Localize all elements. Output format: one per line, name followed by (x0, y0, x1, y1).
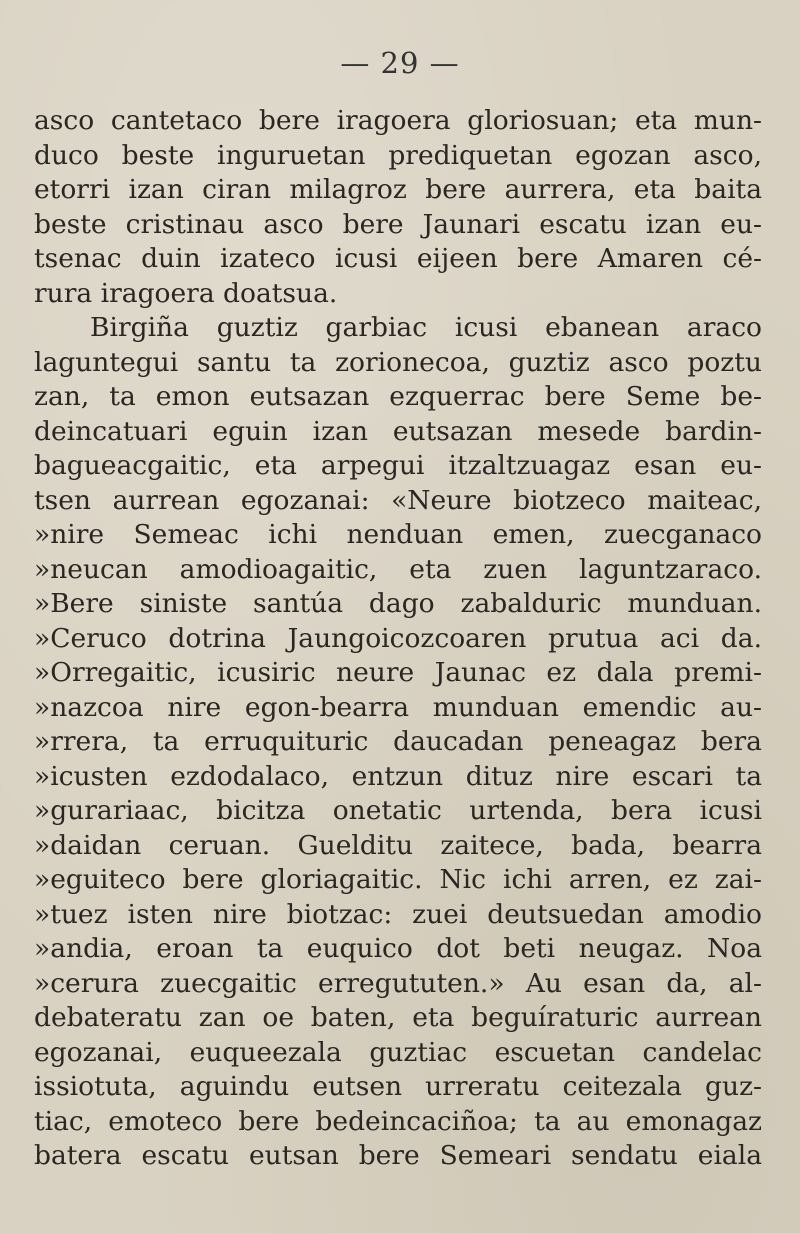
text-line: »nire Semeac ichi nenduan emen, zuecganaco (34, 519, 762, 550)
text-line: »rrera, ta erruquituric daucadan peneagaz bera (34, 726, 762, 757)
text-line: »tuez isten nire biotzac: zuei deutsuedan amodio (34, 898, 762, 930)
text-line: laguntegui santu ta zorionecoa, guztiz asco poztu (34, 346, 762, 378)
text-line: bagueacgaitic, eta arpegui itzaltzuagaz esan eu- (34, 450, 762, 481)
text-line: »daidan ceruan. Guelditu zaitece, bada, bearra (34, 829, 762, 861)
text-line: »neucan amodioagaitic, eta zuen laguntzaraco. (34, 553, 762, 585)
text-line: batera escatu eutsan bere Semeari sendatu eiala (34, 1140, 762, 1171)
text-line: tiac, emoteco bere bedeincaciñoa; ta au emonagaz (34, 1105, 762, 1137)
text-line: »gurariaac, bicitza onetatic urtenda, bera icusi (34, 795, 762, 826)
text-line: »icusten ezdodalaco, entzun dituz nire escari ta (34, 760, 762, 792)
text-line: deincatuari eguin izan eutsazan mesede bardin- (34, 415, 762, 447)
text-line: »Ceruco dotrina Jaungoicozcoaren prutua aci da. (34, 622, 762, 654)
text-line: »eguiteco bere gloriagaitic. Nic ichi arren, ez zai- (34, 864, 762, 895)
text-line: »andia, eroan ta euquico dot beti neugaz. Noa (34, 933, 762, 964)
text-line: issiotuta, aguindu eutsen urreratu ceitezala guz- (34, 1071, 762, 1102)
text-line-paragraph-start: Birgiña guztiz garbiac icusi ebanean araco (90, 312, 762, 343)
text-line: beste cristinau asco bere Jaunari escatu izan eu- (34, 208, 762, 240)
text-line: asco cantetaco bere iragoera gloriosuan; eta mun- (34, 105, 762, 136)
text-line: »nazcoa nire egon-bearra munduan emendic au- (34, 691, 762, 723)
text-line: »Bere siniste santúa dago zabalduric munduan. (34, 588, 762, 619)
text-line: etorri izan ciran milagroz bere aurrera, eta baita (34, 174, 762, 205)
text-line: tsenac duin izateco icusi eijeen bere Amaren cé- (34, 243, 762, 274)
text-line: rura iragoera doatsua. (34, 277, 338, 309)
text-line: zan, ta emon eutsazan ezquerrac bere Seme be- (34, 381, 762, 412)
text-line: egozanai, euqueezala guztiac escuetan candelac (34, 1036, 762, 1068)
text-line: tsen aurrean egozanai: «Neure biotzeco maiteac, (34, 484, 762, 516)
text-line: debateratu zan oe baten, eta beguíraturic aurrean (34, 1002, 762, 1033)
page-number: — 29 — (340, 46, 460, 80)
body-text (34, 104, 762, 1174)
text-line: duco beste inguruetan prediquetan egozan asco, (34, 139, 762, 171)
text-line: »Orregaitic, icusiric neure Jaunac ez dala premi- (34, 657, 762, 688)
text-line: »cerura zuecgaitic erregututen.» Au esan da, al- (34, 967, 762, 999)
